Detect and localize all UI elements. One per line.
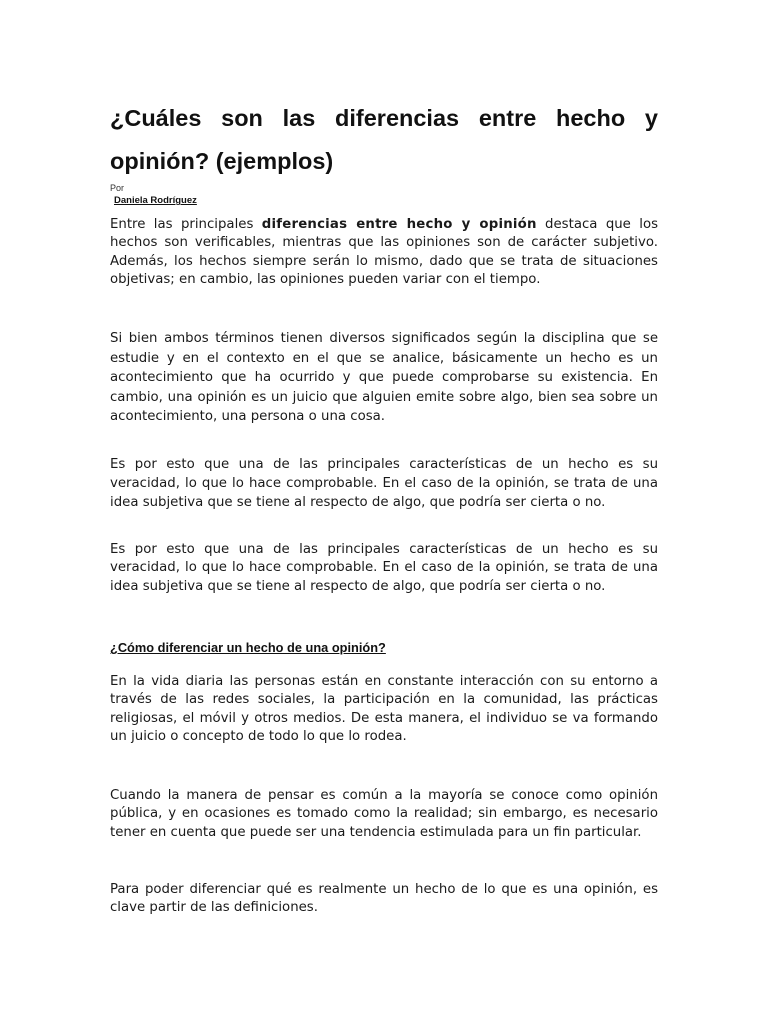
body-paragraph-2: Es por esto que una de las principales características de un hecho es su veracidad, lo que lo hace comprobable. En el caso de la opinión, se trata de una idea subjetiva que se tiene al respecto de algo, que podría ser cierta o no. <box>110 457 658 511</box>
body-paragraph-1: Si bien ambos términos tienen diversos significados según la disciplina que se estudie y en el contexto en el que se analice, básicamente un hecho es un acontecimiento que ha ocurrido y que puede comprobarse su existencia. En cambio, una opinión es un juicio que alguien emite sobre algo, bien sea sobre un acontecimiento, una persona o una cosa. <box>110 331 658 425</box>
body-paragraph-3: Es por esto que una de las principales características de un hecho es su veracidad, lo que lo hace comprobable. En el caso de la opinión, se trata de una idea subjetiva que se tiene al respecto de algo, que podría ser cierta o no. <box>110 542 658 594</box>
intro-paragraph <box>110 216 658 290</box>
body-paragraph-6: Para poder diferenciar qué es realmente un hecho de lo que es una opinión, es clave partir de las definiciones. <box>110 882 658 916</box>
intro-text-end: destaca que los hechos son verificables, mientras que las opiniones son de carácter subjetivo. Además, los hechos siempre serán lo mismo, dado que se trata de situaciones objetivas; en cambio, las opiniones pueden variar con el tiempo. <box>110 217 659 288</box>
section-heading-link[interactable]: ¿Cómo diferenciar un hecho de una opinión? <box>110 640 386 655</box>
body-paragraph-4: En la vida diaria las personas están en constante interacción con su entorno a través de las redes sociales, la participación en la comunidad, las prácticas religiosas, el móvil y otros medios. De esta manera, el individuo se va formando un juicio o concepto de todo lo que lo rodea. <box>110 674 658 745</box>
byline-label: Por <box>110 183 125 193</box>
article-title: ¿Cuáles son las diferencias entre hecho y opinión? (ejemplos) <box>110 105 658 174</box>
body-paragraph-5: Cuando la manera de pensar es común a la mayoría se conoce como opinión pública, y en ocasiones es tomado como la realidad; sin embargo, es necesario tener en cuenta que puede ser una tendencia estimulada para un fin particular. <box>110 788 658 840</box>
author-link[interactable]: Daniela Rodríguez <box>114 195 197 206</box>
intro-bold-phrase: diferencias entre hecho y opinión <box>261 217 537 232</box>
intro-text-start: Entre las principales <box>110 217 262 232</box>
